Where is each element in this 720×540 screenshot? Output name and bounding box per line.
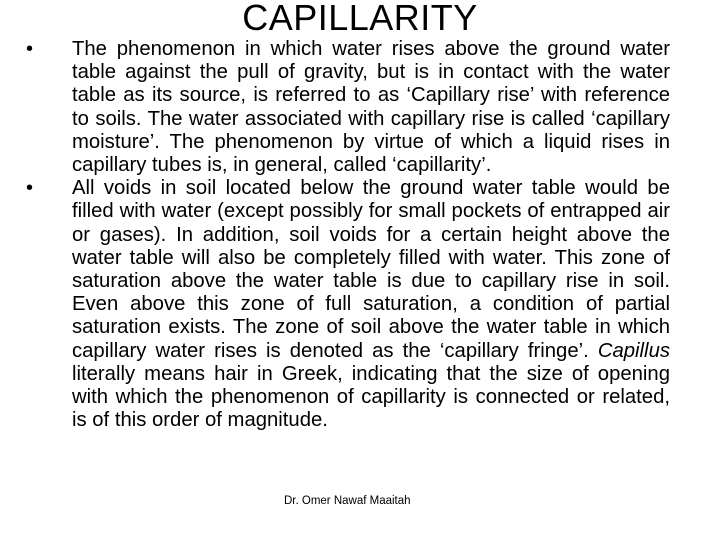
slide-footer: Dr. Omer Nawaf Maaitah xyxy=(284,495,411,507)
bullet-marker: • xyxy=(26,38,34,60)
bullet-text-part: literally means hair in Greek, indicating that the size of opening with which the phenomenon of capillarity is connected or related, is of this order of magnitude. xyxy=(72,362,670,432)
bullet-text: The phenomenon in which water rises above the ground water table against the pull of gravity, but is in contact with the water table as its source, is referred to as ‘Capillary rise’ with reference to soils. The water associated with capillary rise is called ‘capillary moisture’. The phenomenon by virtue of which a liquid rises in capillary tubes is, in general, called ‘capillarity’. xyxy=(72,38,670,177)
bullet-item xyxy=(26,177,670,432)
italic-term: Capillus xyxy=(597,339,670,362)
bullet-marker: • xyxy=(26,177,34,200)
bullet-text-part: All voids in soil located below the ground water table would be filled with water (except possibly for small pockets of entrapped air or gases). In addition, soil voids for a certain height above the water table will also be completely filled with water. This zone of saturation above the water table is due to capillary rise in soil. Even above this zone of full saturation, a condition of partial saturation exists. The zone of soil above the water table in which capillary water rises is denoted as the ‘capillary fringe’. xyxy=(72,177,670,362)
bullet-list xyxy=(26,38,670,432)
bullet-item xyxy=(26,38,670,177)
slide-title: CAPILLARITY xyxy=(242,0,478,38)
